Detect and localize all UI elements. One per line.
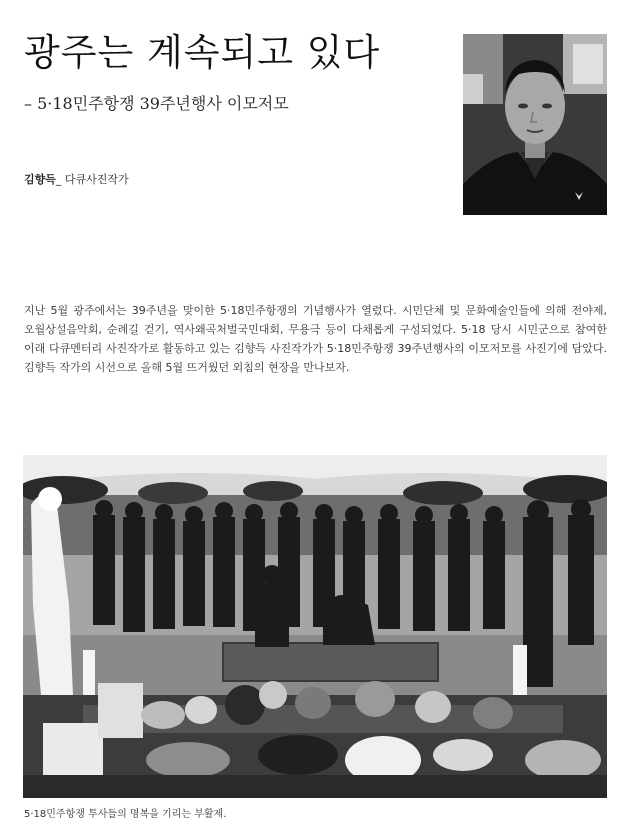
intro-paragraph: 지난 5월 광주에서는 39주년을 맞이한 5·18민주항쟁의 기념행사가 열렸다. 시민단체 및 문화예술인들에 의해 전야제, 오월상설음악회, 순례길 걷기, 역사왜곡처벌국민대회, 무용극 등이 다채롭게 구성되었다. 5·18 당시 시민군으로 참여한 이래 다큐멘터리 사진작가로 활동하고 있는 김향득 사진작가가 5·18민주항쟁 39주년행사의 이모저모를 사진기에 담았다. 김향득 작가의 시선으로 올해 5월 뜨거웠던 외침의 현장을 만나보자. [24,304,607,374]
byline [24,171,129,187]
author-name: 김향득 [24,173,56,186]
author-portrait [463,34,607,215]
author-role: _ 다큐사진작가 [55,173,129,186]
article-title: 광주는 계속되고 있다 [24,31,381,74]
article-subtitle: – 5·18민주항쟁 39주년행사 이모저모 [24,94,289,113]
ceremony-photo [23,455,607,798]
photo-caption: 5·18민주항쟁 투사들의 명복을 기리는 부활제. [24,809,227,820]
